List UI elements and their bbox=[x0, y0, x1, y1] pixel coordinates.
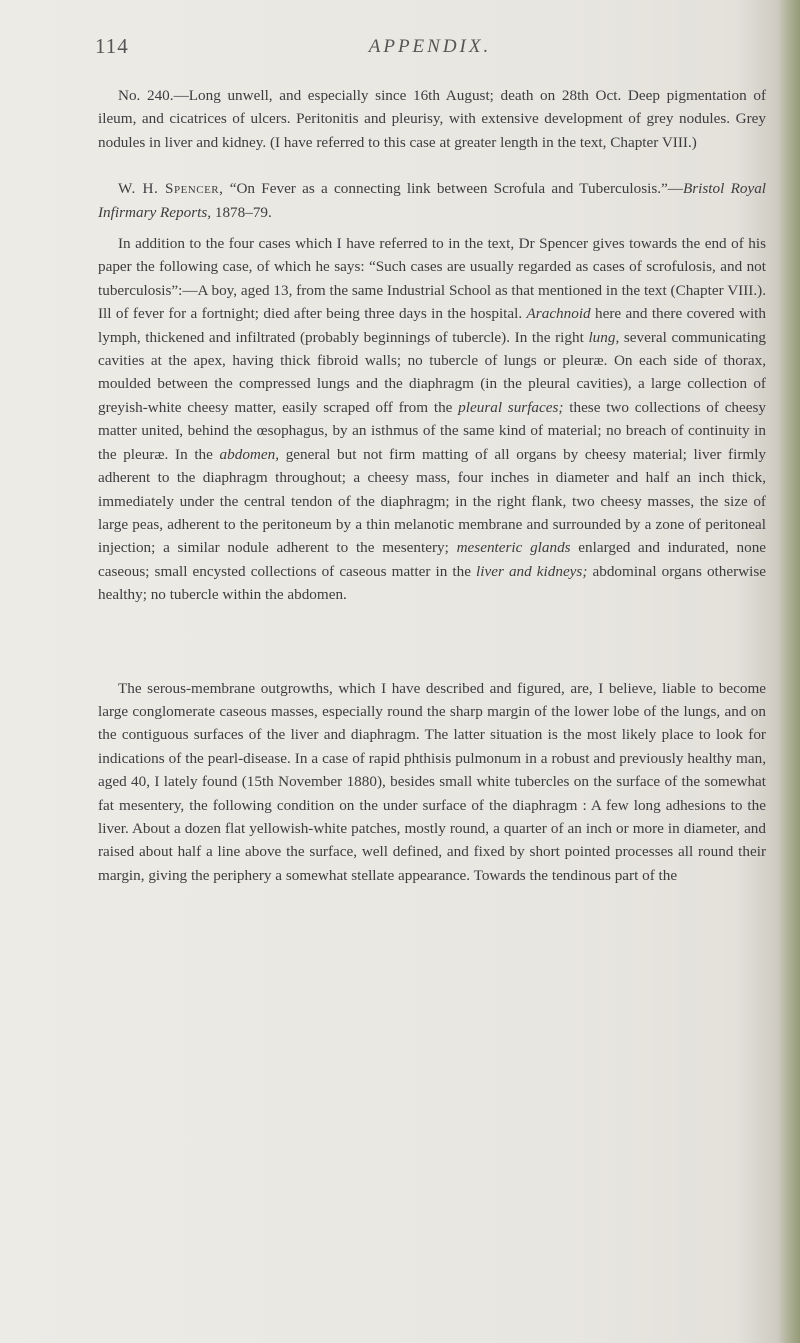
binding-gutter bbox=[778, 0, 800, 1343]
arachnoid-text: here and there covered with lymph, thickened and infiltrated (probably beginnings of tubercle). In the right bbox=[98, 305, 766, 346]
abdomen-text: general but not firm matting of all organs by cheesy material; liver firmly adherent to the diaphragm throughout; a cheesy mass, four inches in diameter and half an inch thick, immediately under the central tendon of the diaphragm; in the right flank, two cheesy masses, the size of large peas, adherent to the peritoneum by a thin melanotic membrane and surrounded by a zone of peritoneal injection; a similar nodule adherent to the mesentery; bbox=[98, 445, 767, 557]
case-number: No. 240. bbox=[118, 87, 174, 104]
case-240-paragraph bbox=[98, 84, 766, 154]
liver-kidney-label: liver and kidneys; bbox=[476, 562, 588, 580]
reference-source: Bristol Royal Infirmary Reports, bbox=[98, 180, 767, 221]
arachnoid-label: Arachnoid bbox=[526, 305, 591, 323]
abdomen-label: abdomen, bbox=[219, 445, 280, 463]
mesenteric-text: enlarged and indurated, none caseous; small encysted collections of caseous matter in the bbox=[98, 539, 767, 580]
case-text: —Long unwell, and especially since 16th August; death on 28th Oct. Deep pigmentation of ileum, and cicatrices of ulcers. Peritonitis and pleurisy, with extensive development of grey nodules. Grey nodules in liver and kidney. (I have referred to this case at greater length in the text, Chapter VIII.) bbox=[98, 87, 766, 151]
serous-membrane-paragraph: The serous-membrane outgrowths, which I have described and figured, are, I believe, liable to become large conglomerate caseous masses, especially round the sharp margin of the lower lobe of the lungs, and on the contiguous surfaces of the liver and diaphragm. The latter situation is the most likely place to look for indications of the pearl-disease. In a case of rapid phthisis pulmonum in a robust and previously healthy man, aged 40, I lately found (15th November 1880), besides small white tubercles on the surface of the somewhat fat mesentery, the following condition on the under surface of the diaphragm : A few long adhesions to the liver. About a dozen flat yellowish-white patches, mostly round, a quarter of an inch or more in diameter, and raised about half a line above the surface, well defined, and fixed by short pointed processes all round their margin, giving the periphery a somewhat stellate appearance. Towards the tendinous part of the bbox=[98, 679, 766, 884]
spencer-intro: In addition to the four cases which I have referred to in the text, Dr Spencer gives towards the end of his paper the following case, of which he says: “Such cases are usually regarded as cases of scrofulosis, and not tuberculosis”:—A boy, aged 13, from the same Industrial School as that mentioned in the text (Chapter VIII.). Ill of fever for a fortnight; died after being three days in the hospital. bbox=[98, 235, 766, 323]
reference-citation bbox=[98, 177, 766, 224]
reference-author: W. H. Spencer, bbox=[118, 180, 224, 198]
pleural-label: pleural surfaces; bbox=[458, 398, 564, 416]
page-header bbox=[95, 34, 765, 64]
reference-years: 1878–79. bbox=[214, 203, 272, 221]
mesenteric-label: mesenteric glands bbox=[456, 539, 571, 557]
running-head: APPENDIX. bbox=[368, 36, 492, 57]
body-text bbox=[98, 84, 766, 887]
closing-text: abdominal organs otherwise healthy; no tubercle within the abdomen. bbox=[98, 562, 767, 604]
pleural-text: these two collections of cheesy matter united, behind the œsophagus, by an isthmus of the same kind of material; no breach of continuity in the pleuræ. In the bbox=[98, 398, 767, 463]
lung-text: several communicating cavities at the apex, having thick fibroid walls; no tubercle of lungs or pleuræ. On each side of thorax, moulded between the compressed lungs and the diaphragm (in the pleural cavities), a large collection of greyish-white cheesy matter, easily scraped off from the bbox=[98, 328, 767, 416]
lung-label: lung, bbox=[588, 328, 620, 346]
reference-title: “On Fever as a connecting link between Scrofula and Tuberculosis.”— bbox=[229, 180, 683, 198]
page-number: 114 bbox=[95, 34, 129, 58]
spencer-case-paragraph bbox=[98, 232, 766, 607]
